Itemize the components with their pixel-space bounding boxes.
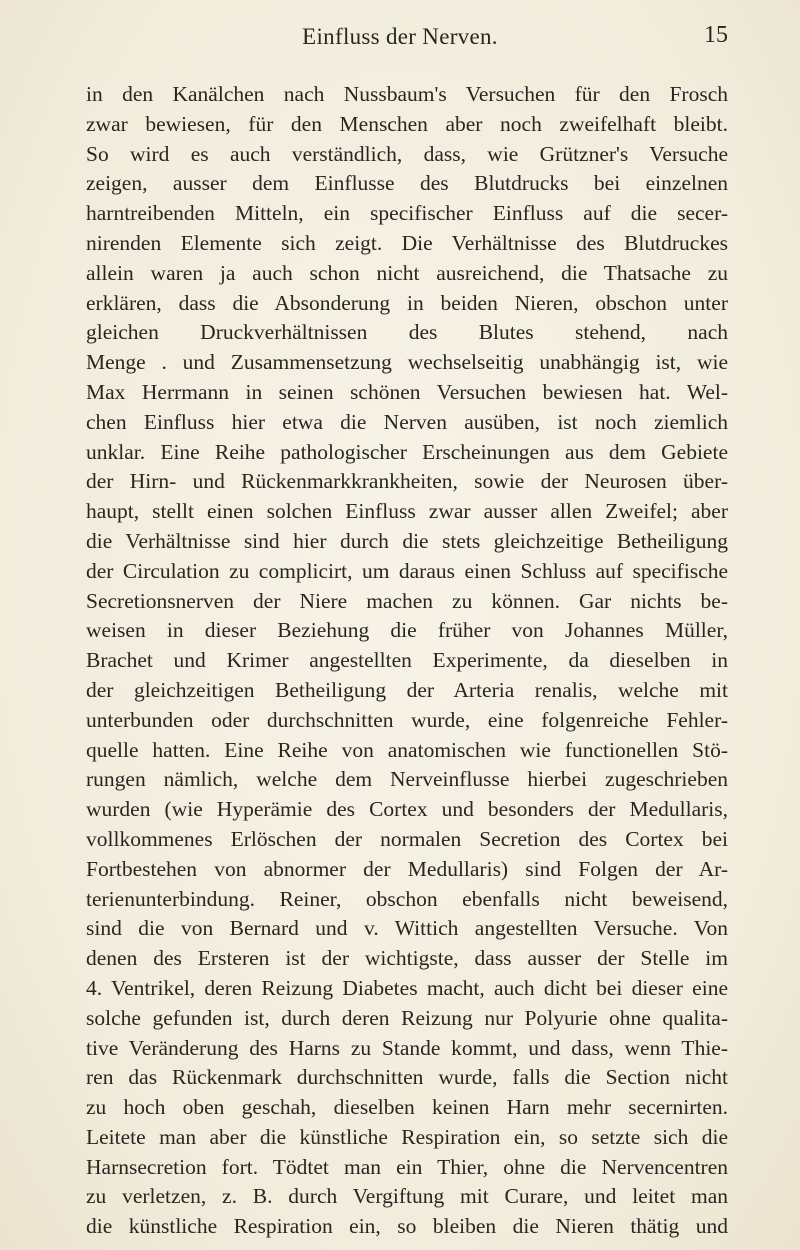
text-line: harntreibenden Mitteln, ein specifischer Einfluss auf die secer-	[86, 201, 728, 226]
text-line: ren das Rückenmark durchschnitten wurde, falls die Section nicht	[86, 1065, 728, 1090]
text-line: der Circulation zu complicirt, um daraus einen Schluss auf specifische	[86, 558, 728, 583]
text-line: quelle hatten. Eine Reihe von anatomischen wie functionellen Stö-	[86, 737, 728, 762]
text-line: Leitete man aber die künstliche Respiration ein, so setzte sich die	[86, 1124, 728, 1149]
text-line: So wird es auch verständlich, dass, wie Grützner's Versuche	[86, 141, 728, 166]
text-line: zu verletzen, z. B. durch Vergiftung mit Curare, und leitet man	[86, 1184, 728, 1209]
text-line: wurden (wie Hyperämie des Cortex und besonders der Medullaris,	[86, 797, 728, 822]
text-line: solche gefunden ist, durch deren Reizung nur Polyurie ohne qualita-	[86, 1005, 728, 1030]
text-line: nirenden Elemente sich zeigt. Die Verhältnisse des Blutdruckes	[86, 230, 728, 255]
text-line: haupt, stellt einen solchen Einfluss zwar ausser allen Zweifel; aber	[86, 499, 728, 524]
text-line: Max Herrmann in seinen schönen Versuchen bewiesen hat. Wel-	[86, 379, 728, 404]
text-line: denen des Ersteren ist der wichtigste, dass ausser der Stelle im	[86, 946, 728, 971]
text-line: unterbunden oder durchschnitten wurde, eine folgenreiche Fehler-	[86, 707, 728, 732]
text-line: tive Veränderung des Harns zu Stande kommt, und dass, wenn Thie-	[86, 1035, 728, 1060]
text-line: zu hoch oben geschah, dieselben keinen Harn mehr secernirten.	[86, 1095, 728, 1120]
text-line: Brachet und Krimer angestellten Experimente, da dieselben in	[86, 648, 728, 673]
text-line: unklar. Eine Reihe pathologischer Erscheinungen aus dem Gebiete	[86, 439, 728, 464]
text-line: terienunterbindung. Reiner, obschon ebenfalls nicht beweisend,	[86, 886, 728, 911]
text-line: chen Einfluss hier etwa die Nerven ausüben, ist noch ziemlich	[86, 409, 728, 434]
text-line: Fortbestehen von abnormer der Medullaris) sind Folgen der Ar-	[86, 856, 728, 881]
text-line: der gleichzeitigen Betheiligung der Arteria renalis, welche mit	[86, 677, 728, 702]
running-title: Einfluss der Nerven.	[302, 24, 498, 49]
text-line: erklären, dass die Absonderung in beiden Nieren, obschon unter	[86, 290, 728, 315]
text-line: Secretionsnerven der Niere machen zu können. Gar nichts be-	[86, 588, 728, 613]
text-line: vollkommenes Erlöschen der normalen Secretion des Cortex bei	[86, 826, 728, 851]
text-line: Menge . und Zusammensetzung wechselseitig unabhängig ist, wie	[86, 350, 728, 375]
text-line: der Hirn- und Rückenmarkkrankheiten, sowie der Neurosen über-	[86, 469, 728, 494]
text-line: weisen in dieser Beziehung die früher von Johannes Müller,	[86, 618, 728, 643]
text-line: rungen nämlich, welche dem Nerveinflusse hierbei zugeschrieben	[86, 767, 728, 792]
text-line: zeigen, ausser dem Einflusse des Blutdrucks bei einzelnen	[86, 171, 728, 196]
page-number: 15	[704, 22, 728, 48]
text-line: in den Kanälchen nach Nussbaum's Versuchen für den Frosch	[86, 82, 728, 106]
text-line: zwar bewiesen, für den Menschen aber noch zweifelhaft bleibt.	[86, 111, 728, 136]
text-line: allein waren ja auch schon nicht ausreichend, die Thatsache zu	[86, 260, 728, 285]
text-line: die Verhältnisse sind hier durch die stets gleichzeitige Betheiligung	[86, 528, 728, 553]
text-line: die künstliche Respiration ein, so bleiben die Nieren thätig und	[86, 1214, 728, 1239]
text-line: sind die von Bernard und v. Wittich angestellten Versuche. Von	[86, 916, 728, 941]
running-head	[0, 14, 800, 54]
text-line: Harnsecretion fort. Tödtet man ein Thier, ohne die Nervencentren	[86, 1154, 728, 1179]
body-text	[86, 80, 728, 1242]
text-line: gleichen Druckverhältnissen des Blutes stehend, nach	[86, 320, 728, 345]
text-line: 4. Ventrikel, deren Reizung Diabetes macht, auch dicht bei dieser eine	[86, 975, 728, 1000]
